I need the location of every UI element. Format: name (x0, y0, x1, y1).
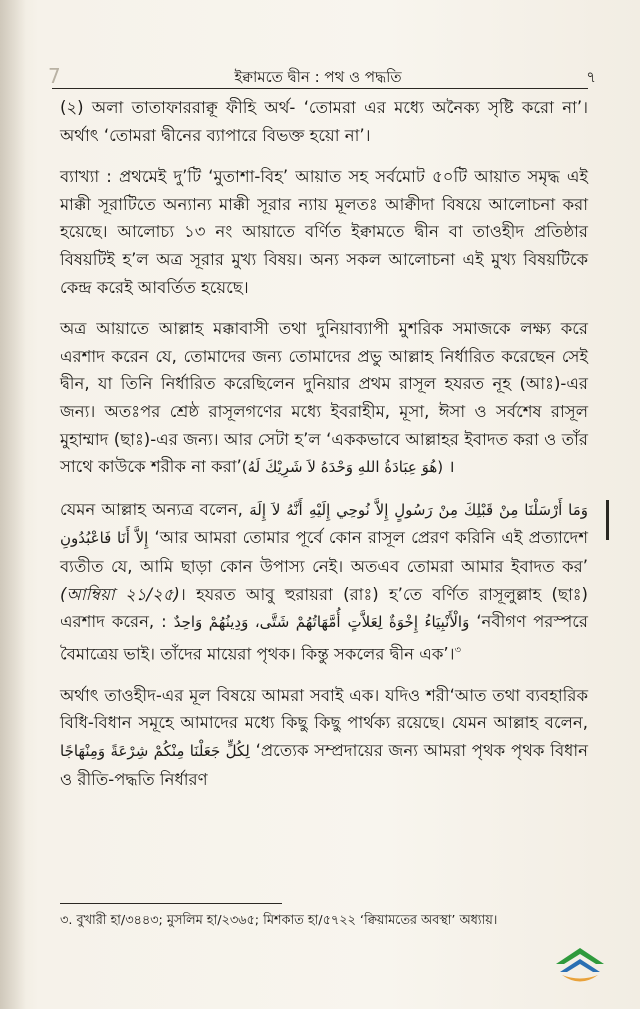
arabic-verse-anbiya-2: أَنَّهُ لاَ إِلَهَ إِلاَّ أَنَا فَاعْبُدُونِ (60, 500, 303, 548)
arabic-hadith-2: أُمَّهَاتُهُمْ شَتَّى، وَدِينُهُمْ وَاحِدٌ (173, 613, 341, 632)
hadith-intro: । হযরত আবু হুরায়রা (রাঃ) হ’তে বর্ণিত রাসূলুল্লাহ (ছাঃ) এরশাদ করেন, : (60, 584, 588, 632)
intro-text: যেমন আল্লাহ অন্যত্র বলেন, (60, 499, 243, 519)
publisher-logo-icon (550, 942, 610, 988)
running-title: ইক্বামতে দ্বীন : পথ ও পদ্ধতি (234, 68, 402, 86)
arabic-hadith-1: وَالْأَنْبِيَاءُ إِخْوَةٌ لِعَلاَّتٍ (347, 613, 470, 632)
footnote: ৩. বুখারী হা/৩৪৪৩; মুসলিম হা/২৩৬৫; মিশকাত হা/৫৭২২ ‘ক্বিয়ামতের অবস্থা’ অধ্যায়। (60, 913, 498, 928)
header-rule (52, 88, 588, 89)
logo-orange-arc (562, 975, 598, 982)
arabic-verse-anbiya-1: وَمَا أَرْسَلْنَا مِنْ قَبْلِكَ مِنْ رَسُولٍ إِلاَّ نُوحِي إِلَيْهِ (308, 500, 589, 519)
paragraph-verse-meaning: (২) অলা তাতাফাররাক্বূ ফীহি অর্থ- ‘তোমরা এর মধ্যে অনৈক্য সৃষ্টি করো না’। অর্থাৎ ‘তোমরা দ্বীনের ব্যাপারে বিভক্ত হয়ো না’। (60, 98, 588, 145)
sharia-translation: ‘প্রত্যেক সম্প্রদায়ের জন্য আমরা পৃথক পৃথক বিধান ও রীতি-পদ্ধতি নির্ধারণ (60, 740, 589, 789)
verse-reference: (আম্বিয়া ২১/২৫) (60, 584, 180, 604)
arabic-phrase-tawhid: (هُوَ عِبَادَةُ اللهِ وَحْدَهُ لاَ شَرِيْكَ لَهُ) (241, 458, 444, 477)
arabic-verse-maida: لِكُلٍّ جَعَلْنَا مِنْكُمْ شِرْعَةً وَمِنْهَاجًا (60, 741, 250, 760)
paragraph-context: অত্র আয়াতে আল্লাহ মক্কাবাসী তথা দুনিয়াব্যাপী মুশরিক সমাজকে লক্ষ্য করে এরশাদ করেন যে, তোমাদের জন্য তোমাদের প্রভু আল্লাহ নির্ধারিত করেছেন সেই দ্বীন, যা তিনি নির্ধারিত করেছিলেন দুনিয়ার প্রথম রাসূল হযরত নূহ (আঃ)-এর জন্য। অতঃপর শ্রেষ্ঠ রাসূলগণের মধ্যে ইবরাহীম, মূসা, ঈসা ও সর্বশেষ রাসূল মুহাম্মাদ (ছাঃ)-এর জন্য। আর সেটা হ’ল ‘এককভাবে আল্লাহর ইবাদত করা ও তাঁর সাথে কাউকে শরীক না করা’(هُوَ عِبَادَةُ اللهِ وَحْدَهُ لاَ شَرِيْكَ لَهُ) । (60, 319, 588, 477)
bleed-through-number: 7 (48, 64, 61, 88)
body-text (60, 94, 588, 807)
running-header (40, 58, 596, 88)
footnote-marker: ৩ (454, 644, 462, 656)
verse-translation: ‘আর আমরা তোমার পূর্বে কোন রাসূল প্রেরণ করিনি এই প্রত্যাদেশ ব্যতীত যে, আমি ছাড়া কোন উপাস্য নেই। অতএব তোমরা আমার ইবাদত কর’ (60, 528, 588, 576)
page-edge-mark (606, 500, 609, 540)
paragraph-context-text: অত্র আয়াতে আল্লাহ মক্কাবাসী তথা দুনিয়াব্যাপী মুশরিক সমাজকে লক্ষ্য করে এরশাদ করেন যে, তোমাদের জন্য তোমাদের প্রভু আল্লাহ নির্ধারিত করেছেন সেই দ্বীন, যা তিনি নির্ধারিত করেছিলেন দুনিয়ার প্রথম রাসূল হযরত নূহ (আঃ)-এর জন্য। অতঃপর শ্রেষ্ঠ রাসূলগণের মধ্যে ইবরাহীম, মূসা, ঈসা ও সর্বশেষ রাসূল মুহাম্মাদ (ছাঃ)-এর জন্য। আর সেটা হ’ল ‘এককভাবে আল্লাহর ইবাদত করা ও তাঁর সাথে কাউকে শরীক না করা’ (60, 319, 588, 477)
paragraph-sharia (60, 682, 588, 793)
sharia-text: অর্থাৎ তাওহীদ-এর মূল বিষয়ে আমরা সবাই এক। যদিও শরী‘আত তথা ব্যবহারিক বিধি-বিধান সমূহে আমাদের মধ্যে কিছু কিছু পার্থক্য রয়েছে। যেমন আল্লাহ বলেন, (60, 685, 588, 733)
binding-shadow (0, 0, 26, 1009)
hadith-translation: ‘নবীগণ পরস্পরে বৈমাত্রেয় ভাই। তাঁদের মায়েরা পৃথক। কিন্তু সকলের দ্বীন এক’। (60, 612, 588, 664)
paragraph-explanation: ব্যাখ্যা : প্রথমেই দু’টি ‘মুতাশা-বিহ’ আয়াত সহ সর্বমোট ৫০টি আয়াত সমৃদ্ধ এই মাক্কী সূরাটিতে অন্যান্য মাক্কী সূরার ন্যায় মূলতঃ আক্বীদা বিষয়ে আলোচনা করা হয়েছে। আলোচ্য ১৩ নং আয়াতে বর্ণিত ইক্বামতে দ্বীন বা তাওহীদ প্রতিষ্ঠার বিষয়টিই হ’ল অত্র সূরার মুখ্য বিষয়। অন্য সকল আলোচনা এই মুখ্য বিষয়টিকে কেন্দ্র করেই আবর্তিত হয়েছে। (60, 167, 588, 297)
page-number: ৭ (586, 68, 596, 86)
footnote-rule (60, 903, 282, 904)
paragraph-quran-hadith (60, 496, 588, 668)
